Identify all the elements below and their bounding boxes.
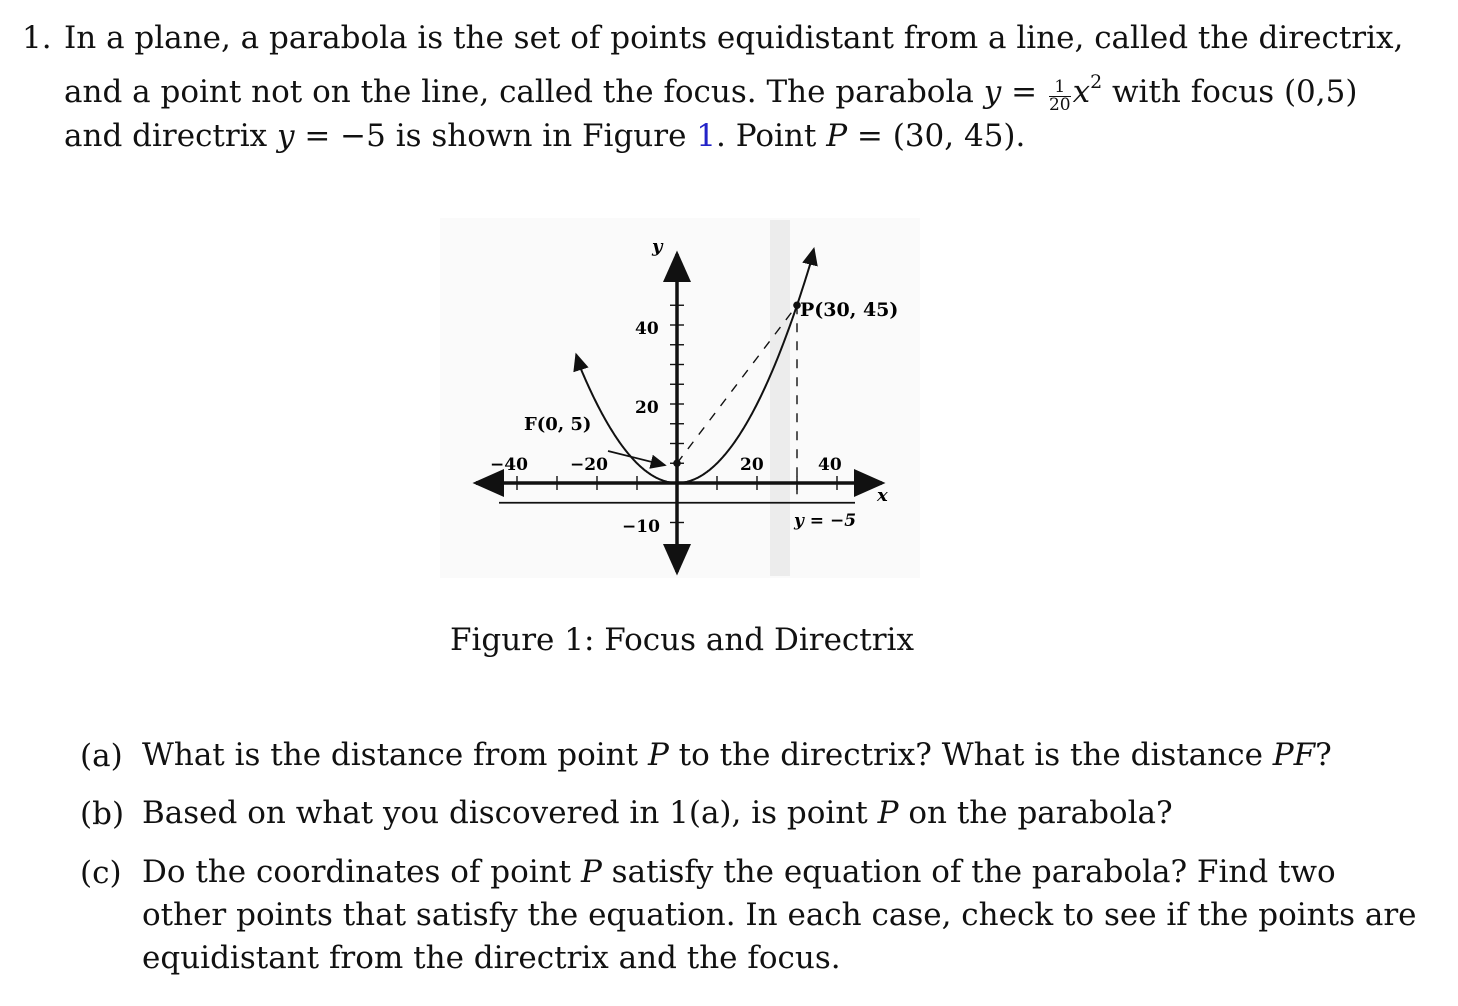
intro-text: = −5 is shown in Figure xyxy=(294,118,697,154)
part-label: (b) xyxy=(80,796,125,832)
question-text: Do the coordinates of point xyxy=(142,854,581,890)
question-line xyxy=(142,937,1382,980)
math-variable: P xyxy=(647,737,669,773)
y-tick-label: −10 xyxy=(622,517,660,537)
point-f xyxy=(673,459,681,467)
question-text: equidistant from the directrix and the focus. xyxy=(142,940,841,976)
math-var-y: y xyxy=(983,74,1002,110)
intro-line-3 xyxy=(64,114,1394,158)
intro-text: . Point xyxy=(716,118,827,154)
figure-reference-link[interactable]: 1 xyxy=(696,118,717,154)
intro-text: and a point not on the line, called the focus. The parabola xyxy=(64,74,984,110)
math-variable: P xyxy=(580,854,602,890)
math-exponent: 2 xyxy=(1090,71,1103,93)
figure-1 xyxy=(440,218,920,578)
question-text: What is the distance from point xyxy=(142,737,648,773)
y-axis-label: y xyxy=(652,236,663,257)
intro-line-1: In a plane, a parabola is the set of points equidistant from a line, called the directrix, xyxy=(64,20,1404,56)
problem-number: 1. xyxy=(22,20,52,56)
math-variable: PF xyxy=(1272,737,1316,773)
intro-text: and directrix xyxy=(64,118,277,154)
x-tick-label: −20 xyxy=(570,455,608,475)
question-text: satisfy the equation of the parabola? Find two xyxy=(601,854,1336,890)
part-label: (a) xyxy=(80,738,123,774)
figure-caption: Figure 1: Focus and Directrix xyxy=(450,622,914,658)
question-text: to the directrix? What is the distance xyxy=(668,737,1273,773)
figure-scan-band xyxy=(770,220,790,576)
part-label: (c) xyxy=(80,855,122,891)
question-text: Based on what you discovered in 1(a), is point xyxy=(142,795,878,831)
math-variable: P xyxy=(877,795,899,831)
x-tick-label: −40 xyxy=(490,455,528,475)
question-line xyxy=(142,851,1382,894)
question-text: other points that satisfy the equation. In each case, check to see if the points are xyxy=(142,897,1417,933)
part-question xyxy=(142,792,1382,835)
part-question xyxy=(142,851,1417,980)
math-var-y: y xyxy=(276,118,295,154)
fraction-denominator: 20 xyxy=(1048,95,1071,115)
question-line xyxy=(142,734,1382,777)
question-text: ? xyxy=(1315,737,1332,773)
question-line xyxy=(142,894,1417,937)
intro-line-2 xyxy=(64,60,1394,114)
intro-text: = (30, 45). xyxy=(847,118,1026,154)
math-equals: = xyxy=(1001,74,1047,110)
math-var-p: P xyxy=(826,118,848,154)
x-axis-label: x xyxy=(877,485,888,506)
question-text: on the parabola? xyxy=(898,795,1173,831)
question-line xyxy=(142,792,1382,835)
focus-label: F(0, 5) xyxy=(524,414,592,435)
math-var-x: x xyxy=(1072,74,1091,110)
y-tick-label: 20 xyxy=(635,398,659,418)
fraction-numerator: 1 xyxy=(1049,79,1071,97)
parabola-graph xyxy=(440,218,920,578)
y-tick-label: 40 xyxy=(635,319,659,339)
directrix-label: y = −5 xyxy=(794,511,857,531)
x-tick-label: 40 xyxy=(818,455,842,475)
intro-text: with focus (0,5) xyxy=(1102,74,1358,110)
problem-intro xyxy=(64,16,1404,158)
fraction xyxy=(1049,79,1071,114)
part-question xyxy=(142,734,1382,777)
point-p-label: P(30, 45) xyxy=(800,299,899,321)
x-tick-label: 20 xyxy=(740,455,764,475)
